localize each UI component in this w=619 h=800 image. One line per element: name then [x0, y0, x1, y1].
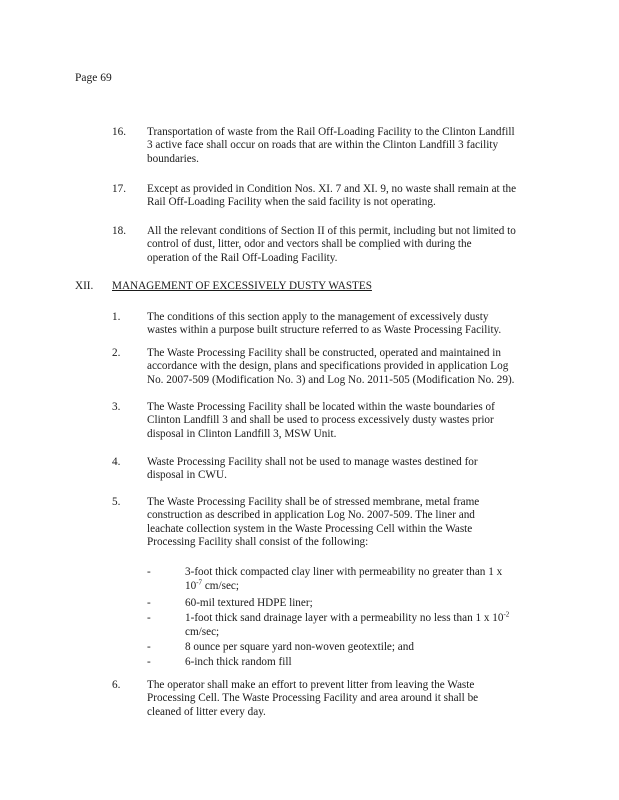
condition-line: All the relevant conditions of Section II of this permit, including but not limited to: [147, 225, 516, 237]
condition-number: 5.: [112, 496, 121, 508]
condition-number: 16.: [112, 126, 126, 138]
condition-number: 2.: [112, 347, 121, 359]
condition-line: Processing Cell. The Waste Processing Facility and area around it shall be: [147, 692, 479, 705]
condition-line: Waste Processing Facility shall not be used to manage wastes destined for: [147, 456, 478, 468]
condition-line: 3 active face shall occur on roads that are within the Clinton Landfill 3 facility: [147, 139, 499, 152]
condition-line: Transportation of waste from the Rail Off-Loading Facility to the Clinton Landfill: [147, 126, 515, 138]
condition-number: 18.: [112, 225, 126, 237]
condition-line: disposal in Clinton Landfill 3, MSW Unit.: [147, 427, 337, 440]
liner-item-sand: 1-foot thick sand drainage layer with a permeability no less than 1 x $10^{-2}$: [185, 610, 510, 624]
condition-number: 6.: [112, 679, 121, 691]
liner-item-hdpe: 60-mil textured HDPE liner;: [185, 597, 313, 609]
condition-line: control of dust, litter, odor and vectors shall be complied with during the: [147, 238, 472, 251]
condition-number: 1.: [112, 311, 121, 323]
bullet-dash: -: [147, 656, 151, 668]
condition-line: The conditions of this section apply to the management of excessively dusty: [147, 311, 489, 323]
condition-line: operation of the Rail Off-Loading Facility.: [147, 251, 338, 264]
condition-number: 3.: [112, 401, 121, 413]
bullet-dash: -: [147, 597, 151, 609]
condition-line: The Waste Processing Facility shall be constructed, operated and maintained in: [147, 347, 501, 359]
bullet-dash: -: [147, 641, 151, 653]
condition-line: No. 2007-509 (Modification No. 3) and Log No. 2011-505 (Modification No. 29).: [147, 373, 515, 386]
condition-line: Except as provided in Condition Nos. XI. 7 and XI. 9, no waste shall remain at the: [147, 183, 517, 195]
condition-line: construction as described in application Log No. 2007-509. The liner and: [147, 509, 475, 522]
condition-line: accordance with the design, plans and specifications provided in application Log: [147, 360, 509, 373]
condition-line: leachate collection system in the Waste Processing Cell within the Waste: [147, 522, 473, 535]
bullet-dash: -: [147, 612, 151, 624]
liner-item-fill: 6-inch thick random fill: [185, 656, 292, 668]
condition-number: 17.: [112, 183, 126, 195]
condition-line: disposal in CWU.: [147, 469, 227, 482]
liner-item-geotextile: 8 ounce per square yard non-woven geotextile; and: [185, 641, 414, 653]
condition-number: 4.: [112, 456, 121, 468]
liner-item-clay-cont: $10^{-7}$ cm/sec;: [185, 578, 239, 592]
condition-line: The operator shall make an effort to prevent litter from leaving the Waste: [147, 679, 475, 691]
section-number: XII.: [75, 280, 94, 292]
condition-line: boundaries.: [147, 152, 199, 165]
bullet-dash: -: [147, 566, 151, 578]
condition-line: The Waste Processing Facility shall be located within the waste boundaries of: [147, 401, 495, 413]
liner-item-sand-cont: cm/sec;: [185, 626, 220, 638]
condition-line: Processing Facility shall consist of the following:: [147, 535, 369, 548]
condition-line: wastes within a purpose built structure referred to as Waste Processing Facility.: [147, 324, 502, 337]
condition-line: Rail Off-Loading Facility when the said facility is not operating.: [147, 196, 436, 209]
liner-item-clay: 3-foot thick compacted clay liner with permeability no greater than 1 x: [185, 566, 503, 578]
condition-line: cleaned of litter every day.: [147, 705, 266, 718]
condition-line: Clinton Landfill 3 and shall be used to process excessively dusty wastes prior: [147, 414, 494, 427]
condition-line: The Waste Processing Facility shall be of stressed membrane, metal frame: [147, 496, 480, 508]
page-header: Page 69: [75, 72, 112, 84]
section-title: MANAGEMENT OF EXCESSIVELY DUSTY WASTES: [112, 280, 372, 292]
